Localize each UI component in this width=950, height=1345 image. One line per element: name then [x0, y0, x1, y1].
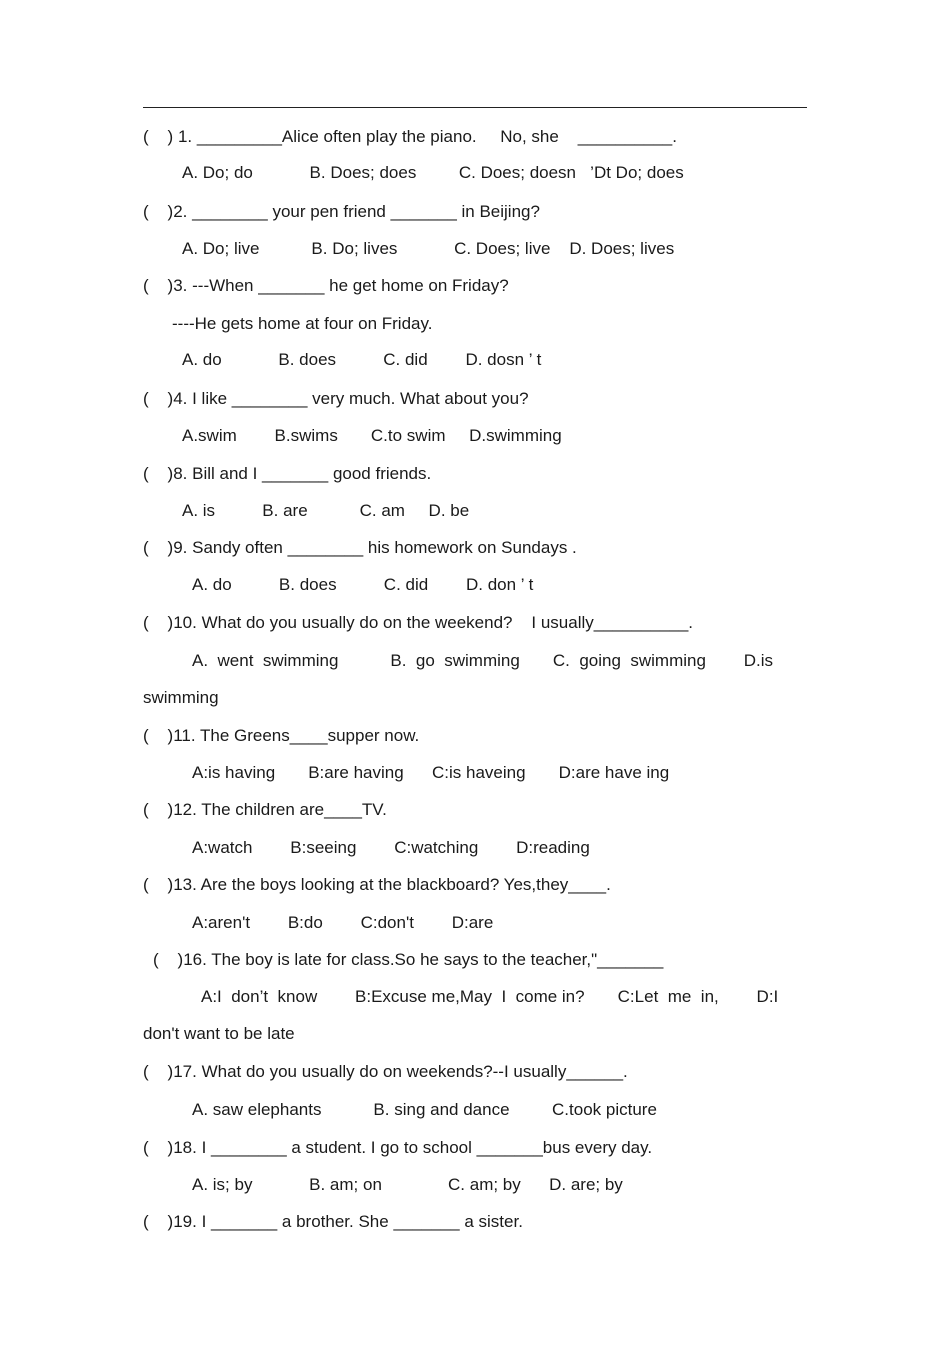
question-10: ( )10. What do you usually do on the weekend? I usually__________. [143, 613, 694, 632]
options-2: A. Do; live B. Do; lives C. Does; live D. Does; lives [182, 239, 675, 258]
options-4: A.swim B.swims C.to swim D.swimming [182, 426, 562, 445]
question-3-answer-line: ----He gets home at four on Friday. [172, 314, 433, 333]
question-13: ( )13. Are the boys looking at the blackboard? Yes,they____. [143, 875, 611, 894]
question-19: ( )19. I _______ a brother. She _______ a sister. [143, 1212, 523, 1231]
options-16-continued: don't want to be late [143, 1024, 295, 1043]
options-8: A. is B. are C. am D. be [182, 501, 470, 520]
question-2: ( )2. ________ your pen friend _______ in Beijing? [143, 202, 540, 221]
question-4: ( )4. I like ________ very much. What about you? [143, 389, 529, 408]
question-17: ( )17. What do you usually do on weekends?--I usually______. [143, 1062, 628, 1081]
question-1: ( ) 1. _________Alice often play the piano. No, she __________. [143, 127, 677, 146]
options-16: A:I don’t know B:Excuse me,May I come in? C:Let me in, D:I [201, 987, 779, 1006]
question-11: ( )11. The Greens____supper now. [143, 726, 420, 745]
question-3: ( )3. ---When _______ he get home on Friday? [143, 276, 509, 295]
question-16: ( )16. The boy is late for class.So he says to the teacher,"_______ [153, 950, 664, 969]
header-rule [143, 107, 807, 108]
options-17: A. saw elephants B. sing and dance C.took picture [192, 1100, 657, 1119]
options-18: A. is; by B. am; on C. am; by D. are; by [192, 1175, 623, 1194]
options-12: A:watch B:seeing C:watching D:reading [192, 838, 590, 857]
options-10: A. went swimming B. go swimming C. going swimming D.is [192, 651, 773, 670]
question-8: ( )8. Bill and I _______ good friends. [143, 464, 432, 483]
options-13: A:aren't B:do C:don't D:are [192, 913, 494, 932]
question-9: ( )9. Sandy often ________ his homework on Sundays . [143, 538, 577, 557]
options-1: A. Do; do B. Does; does C. Does; doesn ’Dt Do; does [182, 163, 684, 182]
options-9: A. do B. does C. did D. don ’ t [192, 575, 534, 594]
options-10-continued: swimming [143, 688, 219, 707]
question-12: ( )12. The children are____TV. [143, 800, 387, 819]
question-18: ( )18. I ________ a student. I go to school _______bus every day. [143, 1138, 653, 1157]
options-3: A. do B. does C. did D. dosn ’ t [182, 350, 542, 369]
options-11: A:is having B:are having C:is haveing D:are have ing [192, 763, 670, 782]
